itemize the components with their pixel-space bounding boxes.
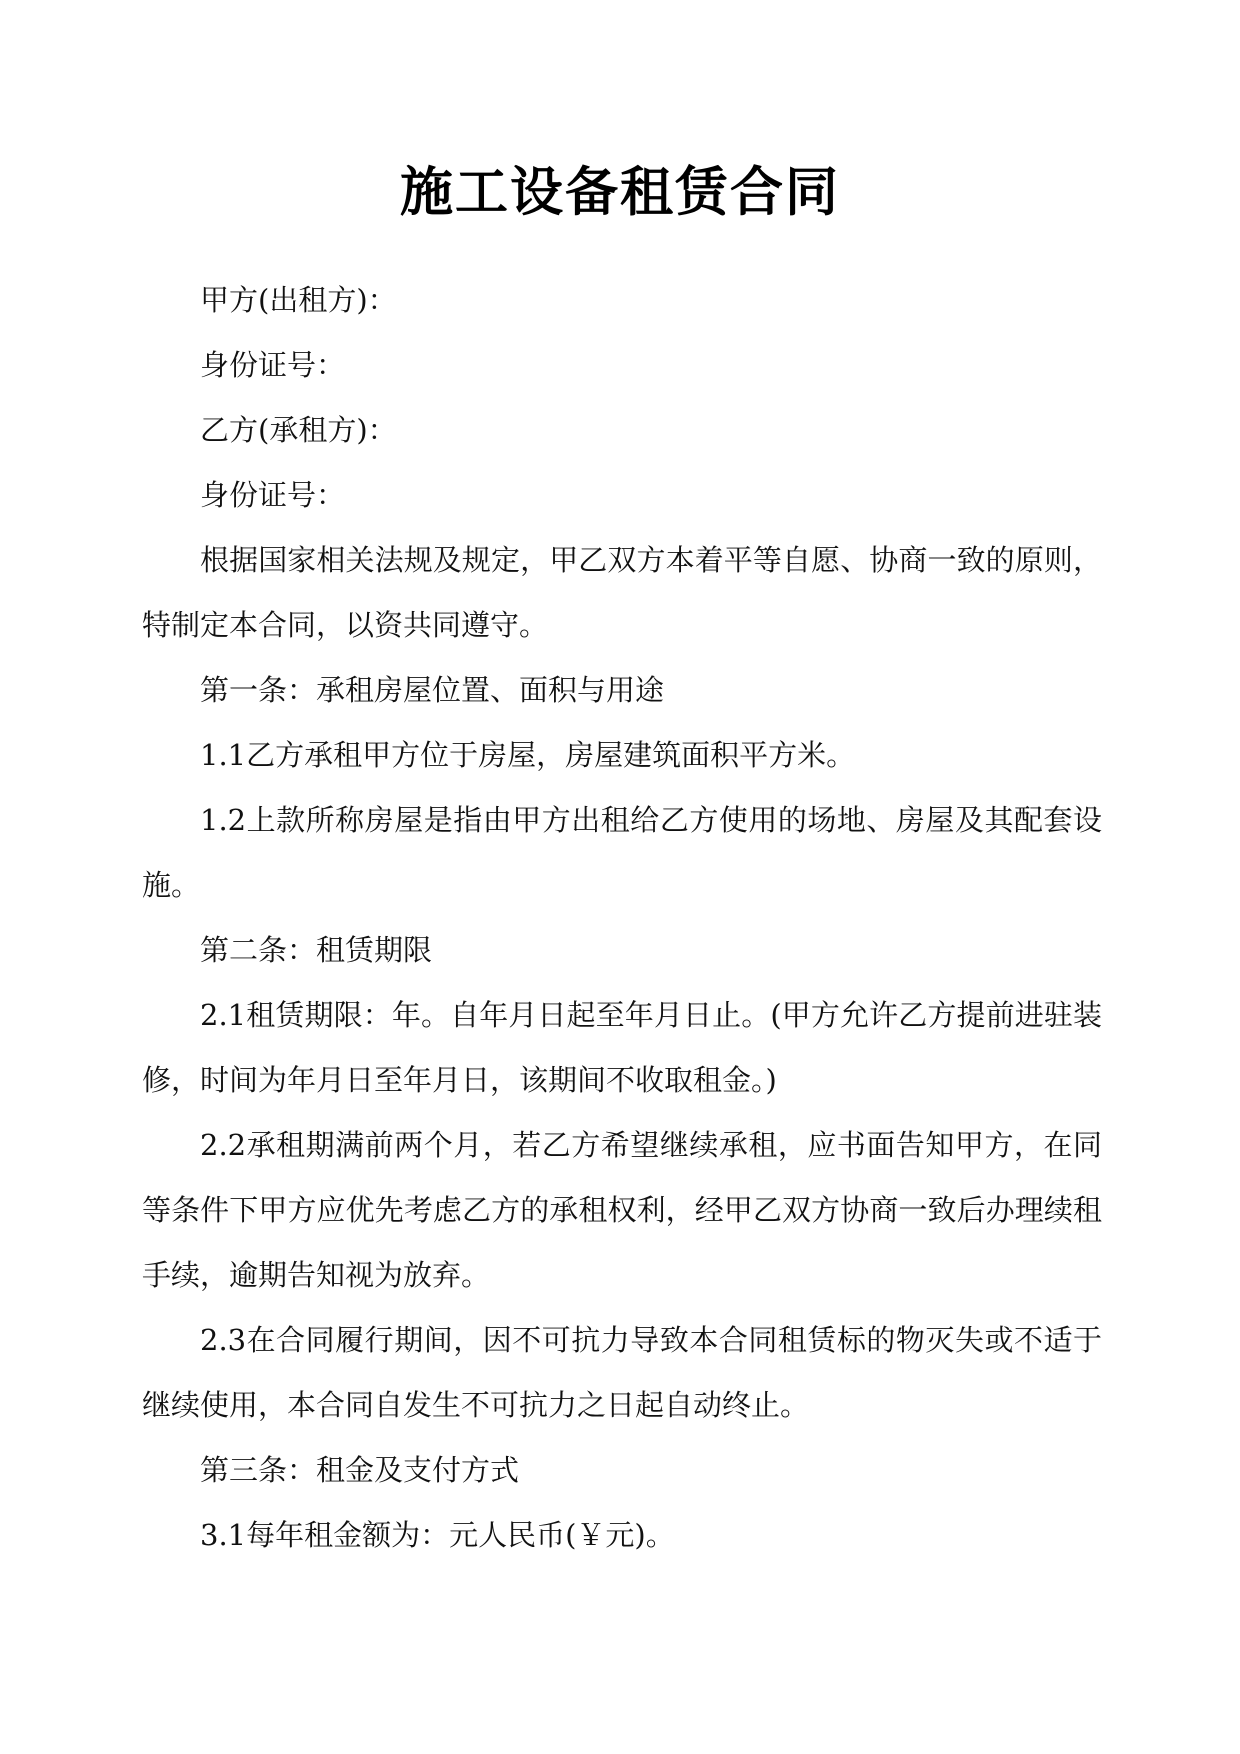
- article-3-heading: 第三条：租金及支付方式: [200, 1453, 520, 1487]
- article-2-heading: 第二条：租赁期限: [200, 933, 433, 967]
- document-title: 施工设备租赁合同: [400, 162, 840, 223]
- clause-2-2: 2.2承租期满前两个月，若乙方希望继续承租，应书面告知甲方，在同等条件下甲方应优先考虑乙方的承租权利，经甲乙双方协商一致后办理续租手续，逾期告知视为放弃。: [142, 1128, 1102, 1292]
- party-b-id-line: 身份证号：: [200, 478, 346, 512]
- article-1-heading: 第一条：承租房屋位置、面积与用途: [200, 673, 665, 707]
- party-b-line: 乙方(承租方)：: [200, 413, 397, 447]
- clause-1-2: 1.2上款所称房屋是指由甲方出租给乙方使用的场地、房屋及其配套设施。: [142, 803, 1102, 902]
- party-a-line: 甲方(出租方)：: [200, 283, 397, 317]
- clause-1-1: 1.1乙方承租甲方位于房屋，房屋建筑面积平方米。: [200, 738, 856, 772]
- clause-2-3: 2.3在合同履行期间，因不可抗力导致本合同租赁标的物灭失或不适于继续使用，本合同自发生不可抗力之日起自动终止。: [142, 1323, 1102, 1422]
- party-a-id-line: 身份证号：: [200, 348, 346, 382]
- document-body: [142, 268, 1102, 1568]
- preamble-paragraph: 根据国家相关法规及规定，甲乙双方本着平等自愿、协商一致的原则，特制定本合同，以资共同遵守。: [142, 543, 1102, 642]
- clause-3-1: 3.1每年租金额为：元人民币(￥元)。: [200, 1518, 675, 1552]
- clause-2-1: 2.1租赁期限：年。自年月日起至年月日止。(甲方允许乙方提前进驻装修，时间为年月日至年月日，该期间不收取租金。): [142, 998, 1102, 1097]
